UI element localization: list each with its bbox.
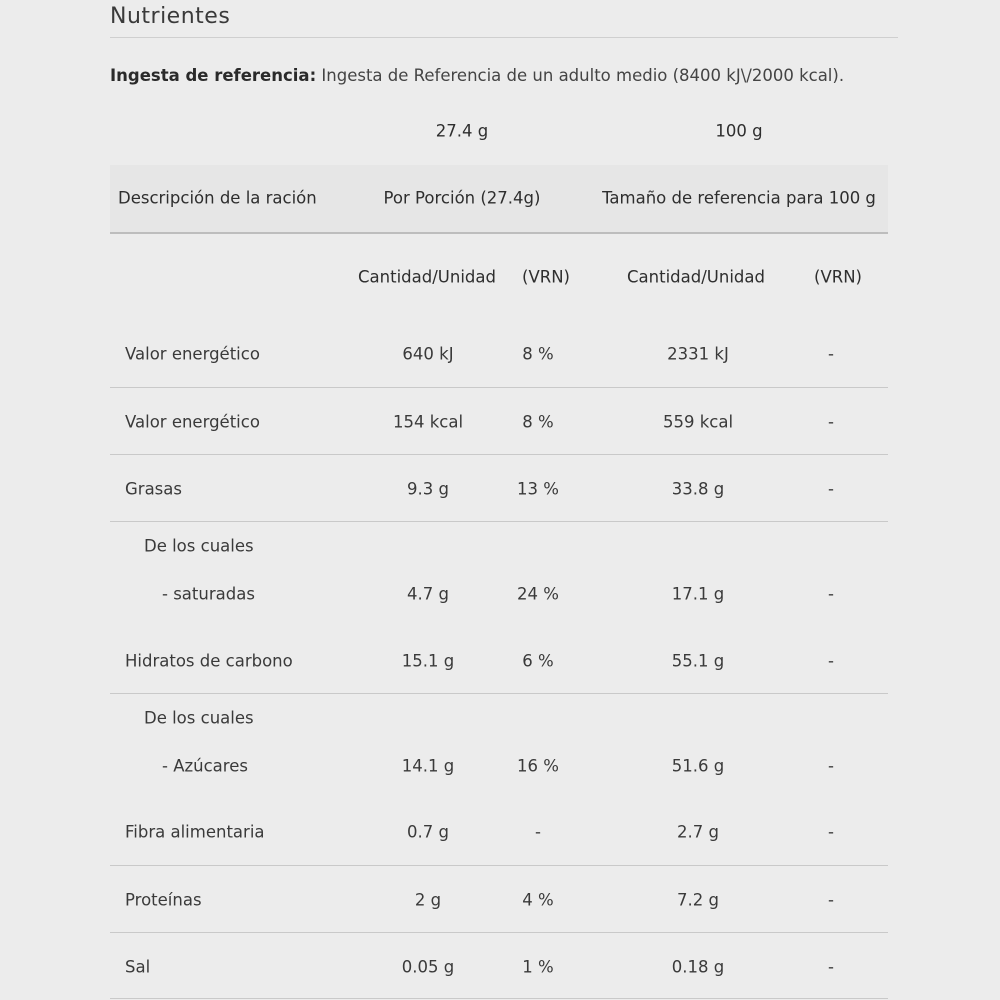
vrn-reference: - [828, 584, 834, 604]
subheader-vrn-portion: (VRN) [522, 267, 570, 287]
nutrient-name: Fibra alimentaria [125, 822, 265, 842]
vrn-reference: - [828, 651, 834, 671]
nutrient-name: - saturadas [162, 584, 255, 604]
qty-reference: 559 kcal [662, 412, 734, 432]
title-divider [110, 37, 898, 38]
nutrient-name: - Azúcares [162, 756, 248, 776]
subheader-vrn-reference: (VRN) [814, 267, 862, 287]
row-divider [110, 521, 888, 522]
qty-reference: 17.1 g [671, 584, 725, 604]
reference-intake [110, 66, 844, 85]
qty-portion: 15.1 g [401, 651, 455, 671]
nutrient-name: Proteínas [125, 890, 202, 910]
qty-portion: 154 kcal [392, 412, 464, 432]
vrn-portion: 6 % [522, 651, 554, 671]
qty-reference: 7.2 g [677, 890, 719, 910]
qty-portion: 4.7 g [407, 584, 449, 604]
qty-reference: 2331 kJ [667, 344, 729, 364]
nutrient-name: Valor energético [125, 344, 260, 364]
header-description: Descripción de la ración [118, 188, 317, 208]
qty-portion: 0.7 g [407, 822, 449, 842]
subheader-qty-reference: Cantidad/Unidad [627, 267, 765, 287]
nutrient-name: Valor energético [125, 412, 260, 432]
qty-reference: 2.7 g [677, 822, 719, 842]
vrn-portion: 13 % [517, 479, 559, 499]
reference-size: 100 g [715, 121, 763, 141]
section-title: Nutrientes [110, 4, 231, 29]
vrn-reference: - [828, 756, 834, 776]
qty-portion: 2 g [414, 890, 442, 910]
qty-reference: 55.1 g [671, 651, 725, 671]
nutrient-subgroup-label: De los cuales [144, 708, 254, 728]
nutrient-name: Sal [125, 957, 151, 977]
vrn-portion: 24 % [517, 584, 559, 604]
portion-size: 27.4 g [435, 121, 489, 141]
vrn-reference: - [828, 412, 834, 432]
vrn-portion: 4 % [522, 890, 554, 910]
row-divider [110, 932, 888, 933]
vrn-portion: 16 % [517, 756, 559, 776]
row-divider [110, 387, 888, 388]
header-per-reference: Tamaño de referencia para 100 g [602, 188, 876, 208]
nutrient-name: Hidratos de carbono [125, 651, 293, 671]
reference-intake-label: Ingesta de referencia: [110, 66, 317, 85]
qty-portion: 640 kJ [402, 344, 454, 364]
qty-reference: 33.8 g [671, 479, 725, 499]
qty-portion: 9.3 g [407, 479, 449, 499]
vrn-reference: - [828, 822, 834, 842]
vrn-reference: - [828, 344, 834, 364]
row-divider [110, 998, 888, 999]
vrn-portion: - [535, 822, 541, 842]
header-per-portion: Por Porción (27.4g) [383, 188, 541, 208]
nutrient-subgroup-label: De los cuales [144, 536, 254, 556]
vrn-portion: 1 % [522, 957, 554, 977]
subheader-qty-portion: Cantidad/Unidad [358, 267, 496, 287]
vrn-reference: - [828, 479, 834, 499]
header-divider [110, 232, 888, 234]
qty-portion: 14.1 g [401, 756, 455, 776]
row-divider [110, 693, 888, 694]
reference-intake-text: Ingesta de Referencia de un adulto medio (8400 kJ\/2000 kcal). [316, 66, 845, 85]
vrn-portion: 8 % [522, 344, 554, 364]
row-divider [110, 865, 888, 866]
qty-portion: 0.05 g [401, 957, 455, 977]
qty-reference: 51.6 g [671, 756, 725, 776]
nutrient-name: Grasas [125, 479, 182, 499]
vrn-reference: - [828, 957, 834, 977]
vrn-portion: 8 % [522, 412, 554, 432]
qty-reference: 0.18 g [671, 957, 725, 977]
row-divider [110, 454, 888, 455]
vrn-reference: - [828, 890, 834, 910]
